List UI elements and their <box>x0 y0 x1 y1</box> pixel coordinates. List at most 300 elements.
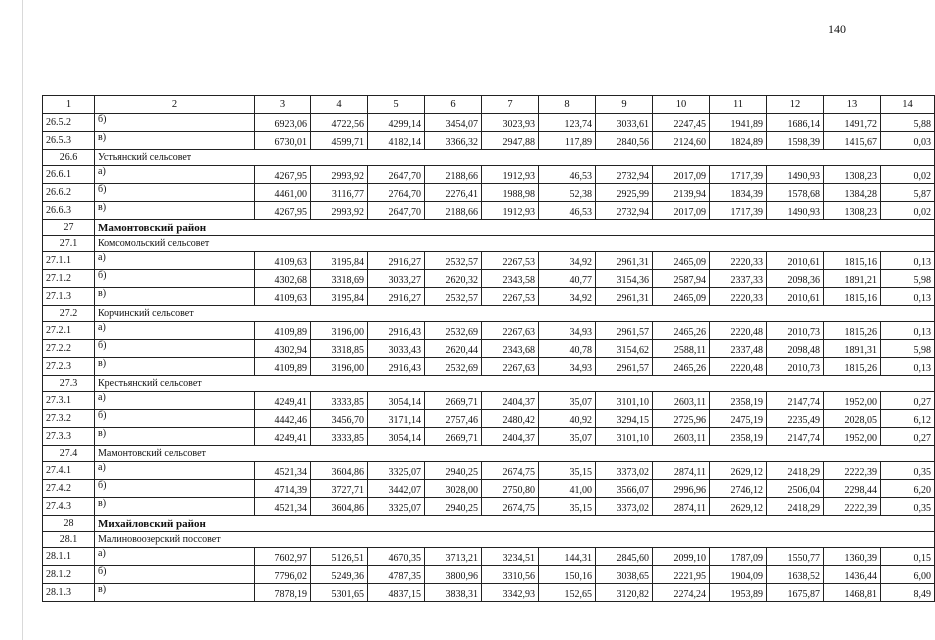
value-cell: 2188,66 <box>425 166 482 184</box>
value-cell: 2480,42 <box>482 410 539 428</box>
table-row <box>43 428 935 446</box>
value-cell: 3333,85 <box>311 428 368 446</box>
value-cell: 1952,00 <box>824 392 881 410</box>
value-cell: 5249,36 <box>311 566 368 584</box>
page-edge-shadow <box>22 0 23 640</box>
section-code: 27.3 <box>43 376 95 392</box>
value-cell: 1941,89 <box>710 114 767 132</box>
value-cell: 1912,93 <box>482 202 539 220</box>
value-cell: 6730,01 <box>255 132 311 150</box>
table-row <box>43 114 935 132</box>
value-cell: 2337,33 <box>710 270 767 288</box>
table-row <box>43 288 935 306</box>
value-cell: 2267,63 <box>482 322 539 340</box>
value-cell: 0,35 <box>881 462 935 480</box>
header-cell: 10 <box>653 96 710 114</box>
value-cell: 123,74 <box>539 114 596 132</box>
value-cell: 152,65 <box>539 584 596 602</box>
table-row <box>43 166 935 184</box>
council-name: Комсомольский сельсовет <box>95 236 935 252</box>
value-cell: 2757,46 <box>425 410 482 428</box>
value-cell: 2010,61 <box>767 288 824 306</box>
value-cell: 2017,09 <box>653 202 710 220</box>
value-cell: 2603,11 <box>653 392 710 410</box>
value-cell: 3054,14 <box>368 392 425 410</box>
value-cell: 2588,11 <box>653 340 710 358</box>
row-code: 26.6.3 <box>43 202 95 220</box>
value-cell: 2404,37 <box>482 392 539 410</box>
value-cell: 4109,89 <box>255 358 311 376</box>
value-cell: 2276,41 <box>425 184 482 202</box>
value-cell: 2465,26 <box>653 322 710 340</box>
value-cell: 1717,39 <box>710 202 767 220</box>
council-row <box>43 306 935 322</box>
header-cell: 2 <box>95 96 255 114</box>
value-cell: 2669,71 <box>425 392 482 410</box>
value-cell: 3454,07 <box>425 114 482 132</box>
value-cell: 3101,10 <box>596 428 653 446</box>
value-cell: 2010,61 <box>767 252 824 270</box>
value-cell: 3566,07 <box>596 480 653 498</box>
value-cell: 2099,10 <box>653 548 710 566</box>
table-row <box>43 392 935 410</box>
value-cell: 2532,57 <box>425 252 482 270</box>
value-cell: 3023,93 <box>482 114 539 132</box>
value-cell: 7796,02 <box>255 566 311 584</box>
value-cell: 2746,12 <box>710 480 767 498</box>
row-code: 27.1.3 <box>43 288 95 306</box>
value-cell: 2674,75 <box>482 498 539 516</box>
value-cell: 3234,51 <box>482 548 539 566</box>
table-row <box>43 270 935 288</box>
value-cell: 4249,41 <box>255 392 311 410</box>
table-row <box>43 184 935 202</box>
value-cell: 1550,77 <box>767 548 824 566</box>
row-code: 26.5.3 <box>43 132 95 150</box>
value-cell: 2343,68 <box>482 340 539 358</box>
value-cell: 40,78 <box>539 340 596 358</box>
header-row <box>43 96 935 114</box>
value-cell: 5,88 <box>881 114 935 132</box>
value-cell: 1815,16 <box>824 252 881 270</box>
value-cell: 5,87 <box>881 184 935 202</box>
row-code: 27.4.1 <box>43 462 95 480</box>
value-cell: 2221,95 <box>653 566 710 584</box>
value-cell: 1675,87 <box>767 584 824 602</box>
value-cell: 3325,07 <box>368 462 425 480</box>
district-row <box>43 220 935 236</box>
value-cell: 2916,27 <box>368 288 425 306</box>
district-name: Михайловский район <box>95 516 935 532</box>
value-cell: 3800,96 <box>425 566 482 584</box>
value-cell: 4267,95 <box>255 202 311 220</box>
value-cell: 2840,56 <box>596 132 653 150</box>
header-cell: 6 <box>425 96 482 114</box>
row-code: 26.6.2 <box>43 184 95 202</box>
value-cell: 3456,70 <box>311 410 368 428</box>
value-cell: 0,13 <box>881 288 935 306</box>
value-cell: 2235,49 <box>767 410 824 428</box>
tariff-table <box>42 95 935 602</box>
value-cell: 5,98 <box>881 340 935 358</box>
value-cell: 2220,33 <box>710 288 767 306</box>
value-cell: 3604,86 <box>311 462 368 480</box>
value-cell: 2475,19 <box>710 410 767 428</box>
value-cell: 1598,39 <box>767 132 824 150</box>
row-code: 28.1.1 <box>43 548 95 566</box>
value-cell: 2732,94 <box>596 202 653 220</box>
row-code: 26.5.2 <box>43 114 95 132</box>
value-cell: 4521,34 <box>255 462 311 480</box>
value-cell: 1891,31 <box>824 340 881 358</box>
council-name: Устьянский сельсовет <box>95 150 935 166</box>
value-cell: 2874,11 <box>653 498 710 516</box>
value-cell: 4302,68 <box>255 270 311 288</box>
row-code: 27.1.2 <box>43 270 95 288</box>
value-cell: 3727,71 <box>311 480 368 498</box>
table-row <box>43 202 935 220</box>
value-cell: 2220,48 <box>710 322 767 340</box>
row-subitem: а) <box>95 462 255 480</box>
value-cell: 4302,94 <box>255 340 311 358</box>
table-row <box>43 498 935 516</box>
row-subitem: б) <box>95 480 255 498</box>
value-cell: 2996,96 <box>653 480 710 498</box>
value-cell: 2916,43 <box>368 322 425 340</box>
value-cell: 2961,31 <box>596 288 653 306</box>
value-cell: 34,93 <box>539 358 596 376</box>
value-cell: 34,92 <box>539 288 596 306</box>
value-cell: 1815,26 <box>824 322 881 340</box>
value-cell: 2845,60 <box>596 548 653 566</box>
value-cell: 4442,46 <box>255 410 311 428</box>
value-cell: 1490,93 <box>767 166 824 184</box>
value-cell: 2465,09 <box>653 288 710 306</box>
value-cell: 2674,75 <box>482 462 539 480</box>
value-cell: 2993,92 <box>311 166 368 184</box>
district-row <box>43 516 935 532</box>
row-code: 27.1.1 <box>43 252 95 270</box>
value-cell: 2647,70 <box>368 166 425 184</box>
value-cell: 8,49 <box>881 584 935 602</box>
value-cell: 3033,43 <box>368 340 425 358</box>
row-code: 27.3.3 <box>43 428 95 446</box>
value-cell: 1815,26 <box>824 358 881 376</box>
value-cell: 2961,31 <box>596 252 653 270</box>
value-cell: 2220,33 <box>710 252 767 270</box>
table-row <box>43 358 935 376</box>
section-code: 27 <box>43 220 95 236</box>
council-name: Малиновоозерский поссовет <box>95 532 935 548</box>
value-cell: 2147,74 <box>767 428 824 446</box>
value-cell: 3196,00 <box>311 358 368 376</box>
value-cell: 1415,67 <box>824 132 881 150</box>
section-code: 28 <box>43 516 95 532</box>
value-cell: 0,27 <box>881 428 935 446</box>
value-cell: 2247,45 <box>653 114 710 132</box>
row-code: 27.2.2 <box>43 340 95 358</box>
value-cell: 1491,72 <box>824 114 881 132</box>
header-cell: 7 <box>482 96 539 114</box>
value-cell: 1953,89 <box>710 584 767 602</box>
value-cell: 2358,19 <box>710 392 767 410</box>
value-cell: 1904,09 <box>710 566 767 584</box>
value-cell: 1824,89 <box>710 132 767 150</box>
table-row <box>43 548 935 566</box>
value-cell: 3604,86 <box>311 498 368 516</box>
value-cell: 2188,66 <box>425 202 482 220</box>
value-cell: 1834,39 <box>710 184 767 202</box>
row-subitem: в) <box>95 202 255 220</box>
value-cell: 2961,57 <box>596 358 653 376</box>
council-row <box>43 532 935 548</box>
value-cell: 3325,07 <box>368 498 425 516</box>
value-cell: 2629,12 <box>710 498 767 516</box>
header-cell: 12 <box>767 96 824 114</box>
value-cell: 2925,99 <box>596 184 653 202</box>
value-cell: 150,16 <box>539 566 596 584</box>
value-cell: 2147,74 <box>767 392 824 410</box>
value-cell: 2603,11 <box>653 428 710 446</box>
value-cell: 3366,32 <box>425 132 482 150</box>
table-row <box>43 584 935 602</box>
value-cell: 6,00 <box>881 566 935 584</box>
value-cell: 0,35 <box>881 498 935 516</box>
value-cell: 2358,19 <box>710 428 767 446</box>
value-cell: 2298,44 <box>824 480 881 498</box>
value-cell: 0,13 <box>881 252 935 270</box>
table-body <box>43 114 935 602</box>
value-cell: 41,00 <box>539 480 596 498</box>
header-cell: 13 <box>824 96 881 114</box>
value-cell: 1436,44 <box>824 566 881 584</box>
row-subitem: б) <box>95 270 255 288</box>
value-cell: 2629,12 <box>710 462 767 480</box>
value-cell: 2620,44 <box>425 340 482 358</box>
value-cell: 2222,39 <box>824 462 881 480</box>
value-cell: 3154,36 <box>596 270 653 288</box>
row-code: 28.1.3 <box>43 584 95 602</box>
value-cell: 2139,94 <box>653 184 710 202</box>
council-row <box>43 236 935 252</box>
value-cell: 4109,89 <box>255 322 311 340</box>
row-subitem: а) <box>95 392 255 410</box>
value-cell: 0,27 <box>881 392 935 410</box>
row-code: 27.2.3 <box>43 358 95 376</box>
value-cell: 1638,52 <box>767 566 824 584</box>
value-cell: 4267,95 <box>255 166 311 184</box>
row-subitem: б) <box>95 340 255 358</box>
row-code: 26.6.1 <box>43 166 95 184</box>
value-cell: 2267,53 <box>482 288 539 306</box>
header-cell: 4 <box>311 96 368 114</box>
value-cell: 2732,94 <box>596 166 653 184</box>
value-cell: 2098,48 <box>767 340 824 358</box>
value-cell: 1308,23 <box>824 202 881 220</box>
council-row <box>43 150 935 166</box>
row-subitem: в) <box>95 498 255 516</box>
value-cell: 3373,02 <box>596 498 653 516</box>
value-cell: 3294,15 <box>596 410 653 428</box>
value-cell: 3195,84 <box>311 252 368 270</box>
value-cell: 2274,24 <box>653 584 710 602</box>
header-cell: 11 <box>710 96 767 114</box>
value-cell: 2532,69 <box>425 322 482 340</box>
council-name: Корчинский сельсовет <box>95 306 935 322</box>
value-cell: 2961,57 <box>596 322 653 340</box>
value-cell: 6,12 <box>881 410 935 428</box>
value-cell: 144,31 <box>539 548 596 566</box>
table-row <box>43 340 935 358</box>
value-cell: 35,07 <box>539 428 596 446</box>
row-subitem: а) <box>95 322 255 340</box>
row-code: 27.3.1 <box>43 392 95 410</box>
value-cell: 3120,82 <box>596 584 653 602</box>
value-cell: 3318,69 <box>311 270 368 288</box>
value-cell: 2647,70 <box>368 202 425 220</box>
row-code: 28.1.2 <box>43 566 95 584</box>
value-cell: 2750,80 <box>482 480 539 498</box>
value-cell: 2532,57 <box>425 288 482 306</box>
value-cell: 0,13 <box>881 322 935 340</box>
value-cell: 34,92 <box>539 252 596 270</box>
value-cell: 2404,37 <box>482 428 539 446</box>
row-subitem: в) <box>95 358 255 376</box>
value-cell: 1787,09 <box>710 548 767 566</box>
value-cell: 2010,73 <box>767 358 824 376</box>
value-cell: 2947,88 <box>482 132 539 150</box>
value-cell: 3116,77 <box>311 184 368 202</box>
value-cell: 40,92 <box>539 410 596 428</box>
council-row <box>43 376 935 392</box>
value-cell: 3028,00 <box>425 480 482 498</box>
value-cell: 2916,43 <box>368 358 425 376</box>
value-cell: 2532,69 <box>425 358 482 376</box>
value-cell: 4109,63 <box>255 252 311 270</box>
value-cell: 1952,00 <box>824 428 881 446</box>
value-cell: 4299,14 <box>368 114 425 132</box>
row-subitem: в) <box>95 584 255 602</box>
value-cell: 46,53 <box>539 202 596 220</box>
row-subitem: в) <box>95 428 255 446</box>
value-cell: 0,03 <box>881 132 935 150</box>
header-cell: 5 <box>368 96 425 114</box>
value-cell: 3054,14 <box>368 428 425 446</box>
value-cell: 2017,09 <box>653 166 710 184</box>
value-cell: 3342,93 <box>482 584 539 602</box>
value-cell: 1468,81 <box>824 584 881 602</box>
table-row <box>43 480 935 498</box>
value-cell: 4787,35 <box>368 566 425 584</box>
value-cell: 34,93 <box>539 322 596 340</box>
value-cell: 35,15 <box>539 462 596 480</box>
section-code: 28.1 <box>43 532 95 548</box>
section-code: 27.4 <box>43 446 95 462</box>
row-code: 27.2.1 <box>43 322 95 340</box>
value-cell: 6923,06 <box>255 114 311 132</box>
value-cell: 1686,14 <box>767 114 824 132</box>
header-cell: 9 <box>596 96 653 114</box>
value-cell: 2940,25 <box>425 498 482 516</box>
row-subitem: б) <box>95 114 255 132</box>
value-cell: 2267,53 <box>482 252 539 270</box>
value-cell: 4837,15 <box>368 584 425 602</box>
value-cell: 4670,35 <box>368 548 425 566</box>
value-cell: 5126,51 <box>311 548 368 566</box>
value-cell: 2874,11 <box>653 462 710 480</box>
value-cell: 1815,16 <box>824 288 881 306</box>
section-code: 27.1 <box>43 236 95 252</box>
value-cell: 3154,62 <box>596 340 653 358</box>
header-cell: 3 <box>255 96 311 114</box>
value-cell: 3033,27 <box>368 270 425 288</box>
value-cell: 4521,34 <box>255 498 311 516</box>
value-cell: 4182,14 <box>368 132 425 150</box>
value-cell: 2010,73 <box>767 322 824 340</box>
row-subitem: а) <box>95 166 255 184</box>
value-cell: 2343,58 <box>482 270 539 288</box>
value-cell: 2124,60 <box>653 132 710 150</box>
header-cell: 8 <box>539 96 596 114</box>
value-cell: 7602,97 <box>255 548 311 566</box>
table-row <box>43 252 935 270</box>
value-cell: 52,38 <box>539 184 596 202</box>
value-cell: 7878,19 <box>255 584 311 602</box>
value-cell: 3310,56 <box>482 566 539 584</box>
value-cell: 3318,85 <box>311 340 368 358</box>
value-cell: 0,13 <box>881 358 935 376</box>
value-cell: 40,77 <box>539 270 596 288</box>
council-row <box>43 446 935 462</box>
value-cell: 4722,56 <box>311 114 368 132</box>
value-cell: 3038,65 <box>596 566 653 584</box>
value-cell: 2916,27 <box>368 252 425 270</box>
district-name: Мамонтовский район <box>95 220 935 236</box>
value-cell: 117,89 <box>539 132 596 150</box>
value-cell: 1578,68 <box>767 184 824 202</box>
value-cell: 3713,21 <box>425 548 482 566</box>
value-cell: 3333,85 <box>311 392 368 410</box>
value-cell: 2669,71 <box>425 428 482 446</box>
value-cell: 4599,71 <box>311 132 368 150</box>
page-number: 140 <box>828 22 846 36</box>
value-cell: 35,15 <box>539 498 596 516</box>
row-subitem: б) <box>95 184 255 202</box>
value-cell: 1490,93 <box>767 202 824 220</box>
value-cell: 2465,26 <box>653 358 710 376</box>
value-cell: 2418,29 <box>767 462 824 480</box>
header-cell: 14 <box>881 96 935 114</box>
value-cell: 6,20 <box>881 480 935 498</box>
value-cell: 2764,70 <box>368 184 425 202</box>
row-code: 27.3.2 <box>43 410 95 428</box>
value-cell: 4249,41 <box>255 428 311 446</box>
value-cell: 3838,31 <box>425 584 482 602</box>
value-cell: 3373,02 <box>596 462 653 480</box>
value-cell: 3033,61 <box>596 114 653 132</box>
value-cell: 3442,07 <box>368 480 425 498</box>
value-cell: 4714,39 <box>255 480 311 498</box>
table-row <box>43 566 935 584</box>
value-cell: 1988,98 <box>482 184 539 202</box>
value-cell: 3171,14 <box>368 410 425 428</box>
value-cell: 1360,39 <box>824 548 881 566</box>
value-cell: 2028,05 <box>824 410 881 428</box>
value-cell: 0,02 <box>881 166 935 184</box>
council-name: Мамонтовский сельсовет <box>95 446 935 462</box>
value-cell: 4109,63 <box>255 288 311 306</box>
value-cell: 5301,65 <box>311 584 368 602</box>
